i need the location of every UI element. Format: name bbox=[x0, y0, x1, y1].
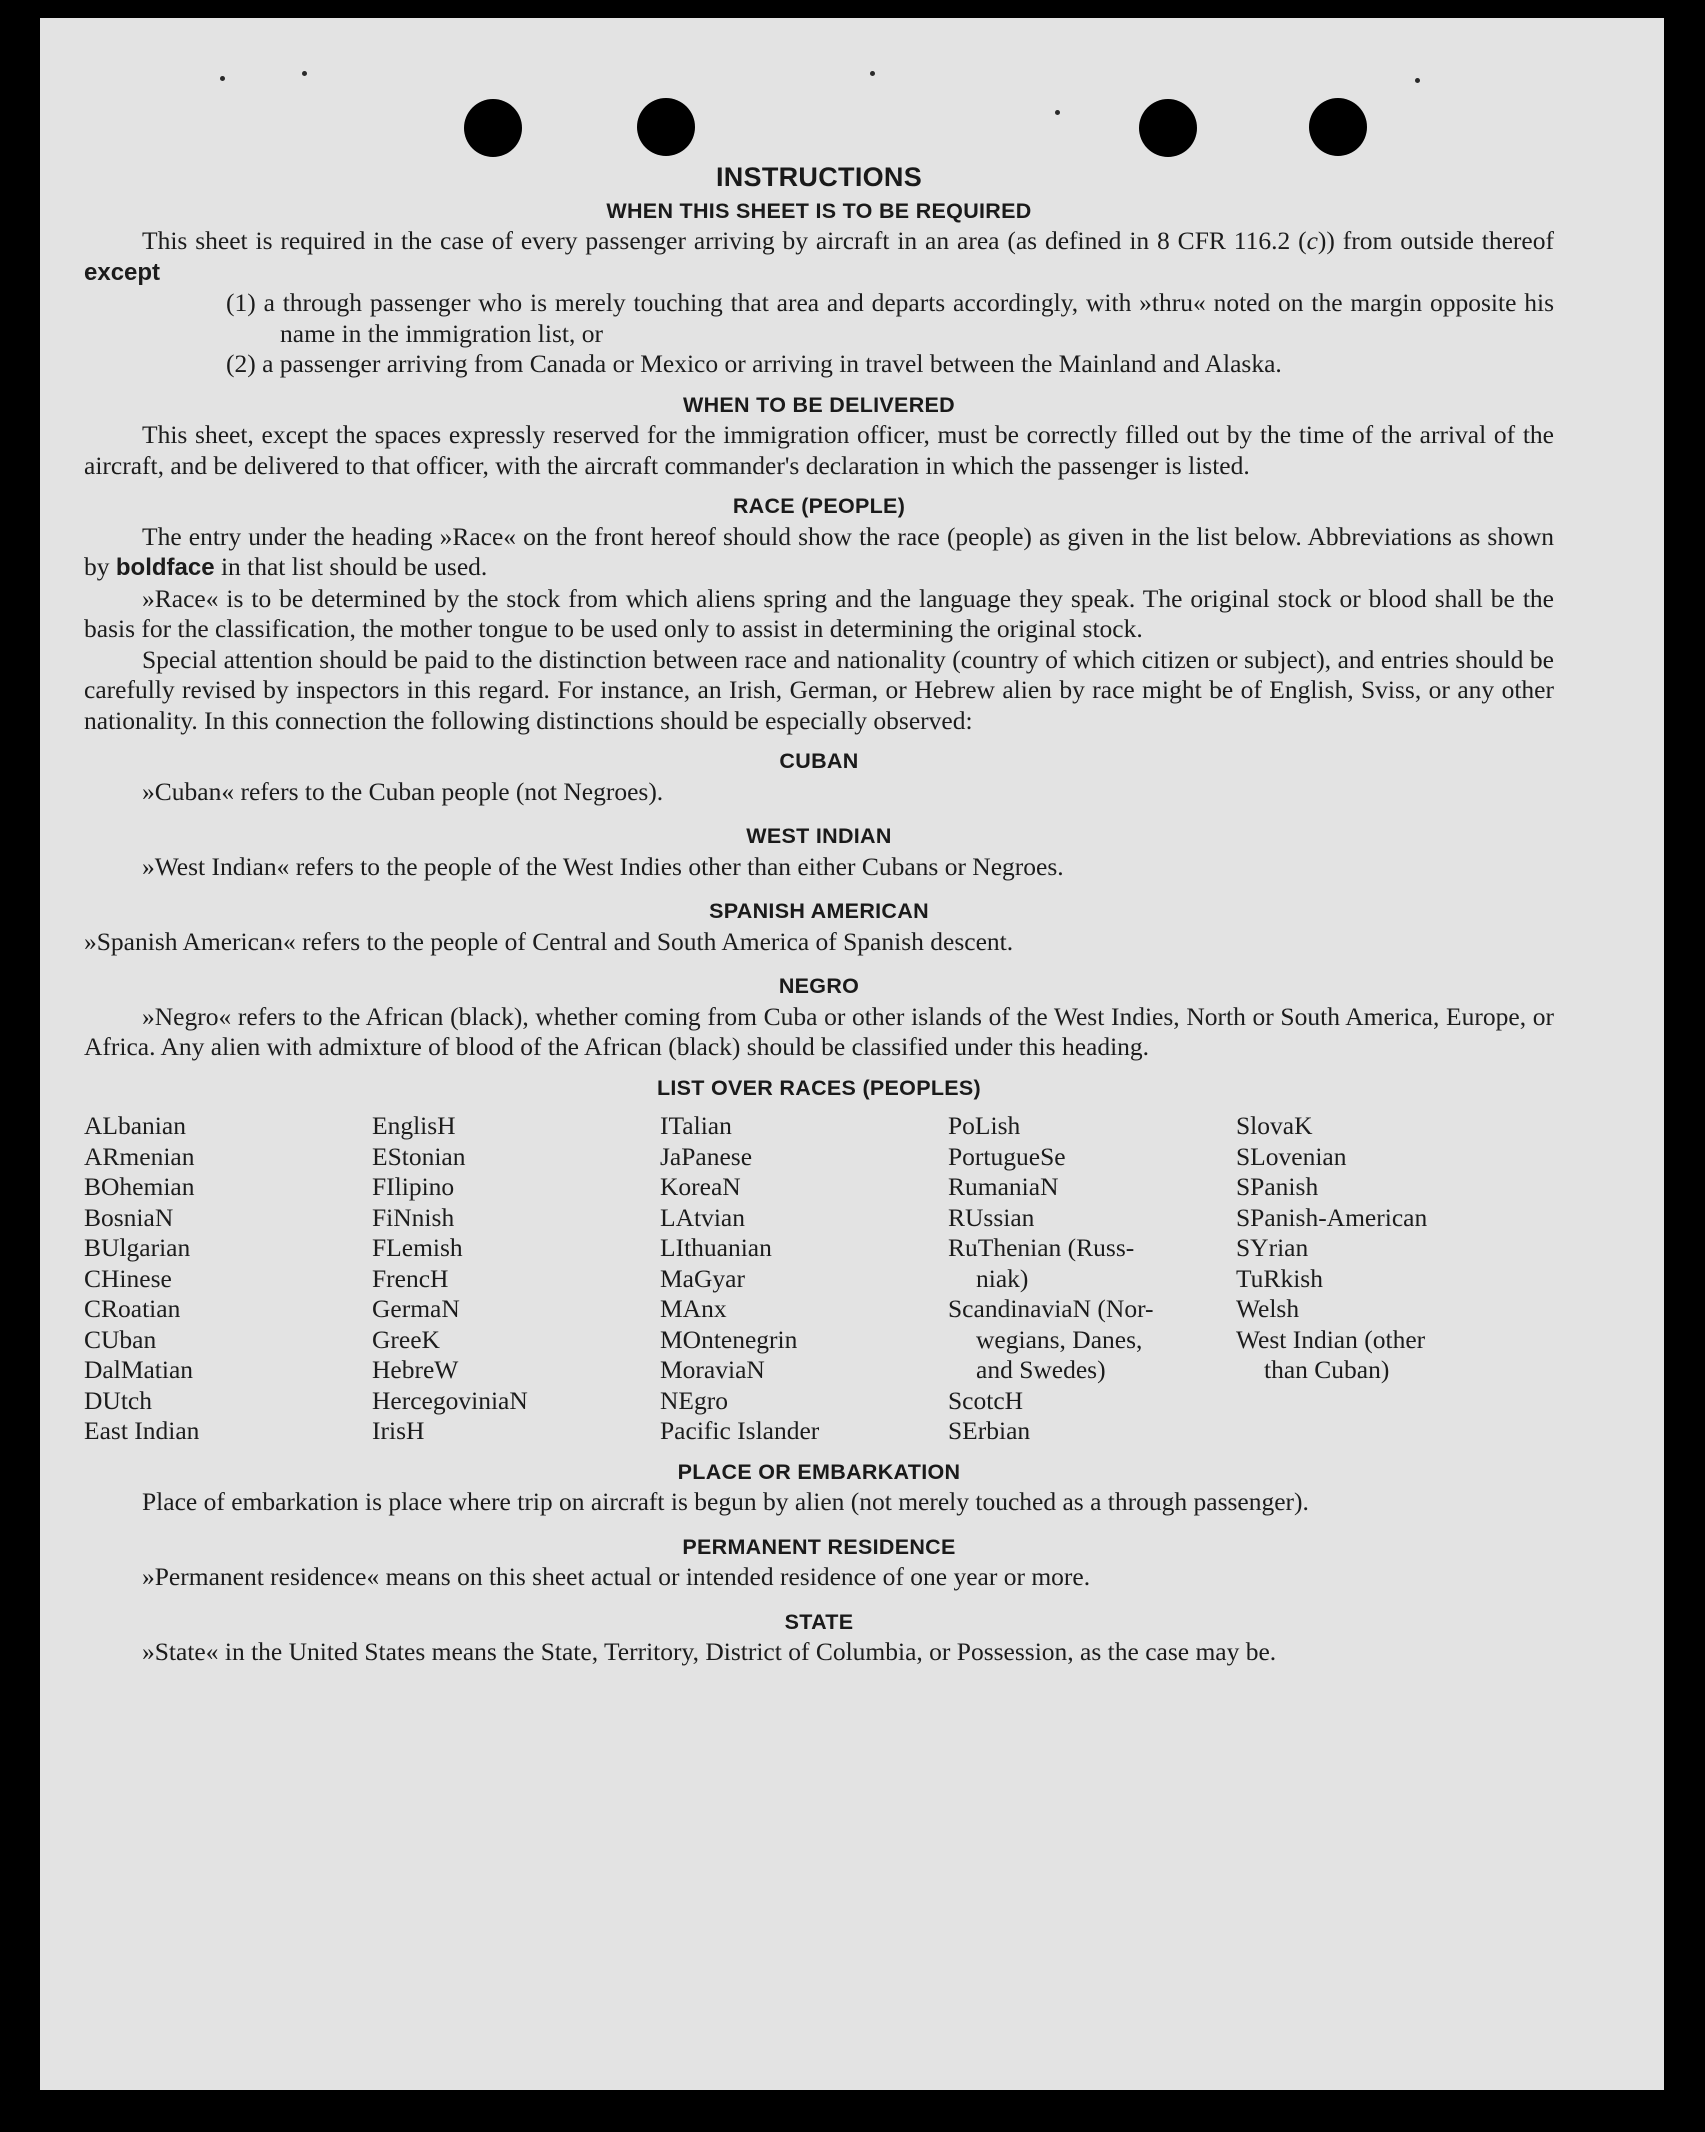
section-heading-west-indian: WEST INDIAN bbox=[746, 824, 892, 848]
race-entry: TuRkish bbox=[1236, 1263, 1323, 1293]
race-entry: niak) bbox=[976, 1263, 1029, 1293]
race-entry: IrisH bbox=[372, 1416, 425, 1445]
race-entry: FLemish bbox=[372, 1233, 463, 1262]
punch-hole bbox=[1139, 99, 1197, 157]
race-entry: SLovenian bbox=[1236, 1141, 1347, 1171]
race-entry: KoreaN bbox=[660, 1172, 741, 1201]
section-heading-state: STATE bbox=[784, 1609, 854, 1634]
race-entry: LIthuanian bbox=[660, 1233, 772, 1262]
punch-hole bbox=[464, 99, 522, 157]
race-entry: West Indian (other bbox=[1236, 1324, 1426, 1354]
race-entry: MOntenegrin bbox=[660, 1324, 798, 1354]
race-entry: Pacific Islander bbox=[660, 1416, 820, 1445]
races-column-1 bbox=[84, 1111, 372, 1447]
race-entry: FrencH bbox=[372, 1263, 449, 1293]
race-entry: ScotcH bbox=[948, 1385, 1024, 1415]
race-entry: PortugueSe bbox=[948, 1141, 1066, 1171]
required-intro: This sheet is required in the case of every passenger arriving by aircraft in an area (as defined in 8 CFR 116.2 (c)) from outside thereof except bbox=[84, 226, 1554, 286]
race-entry: FiNnish bbox=[372, 1202, 455, 1232]
race-entry: BosniaN bbox=[84, 1202, 174, 1232]
section-heading-spanish-american: SPANISH AMERICAN bbox=[709, 899, 929, 923]
document-page bbox=[40, 18, 1664, 2090]
section-heading-cuban: CUBAN bbox=[779, 749, 859, 773]
race-entry: BOhemian bbox=[84, 1172, 195, 1201]
race-entry: FIlipino bbox=[372, 1172, 455, 1201]
races-column-2 bbox=[372, 1111, 660, 1447]
race-entry: CRoatian bbox=[84, 1294, 181, 1323]
punch-hole bbox=[1309, 98, 1367, 156]
race-entry: GermaN bbox=[372, 1294, 460, 1323]
race-entry: JaPanese bbox=[660, 1141, 753, 1171]
spanish-american-text: »Spanish American« refers to the people of Central and South America of Spanish descent. bbox=[84, 926, 1014, 956]
negro-text: »Negro« refers to the African (black), whether coming from Cuba or other islands of the West Indies, North or South America, Europe, or Africa. Any alien with admixture of blood of the African (black) should be classified under this heading. bbox=[84, 1001, 1554, 1061]
race-entry: SErbian bbox=[948, 1416, 1031, 1445]
race-entry: EnglisH bbox=[372, 1111, 456, 1140]
races-column-5 bbox=[1236, 1111, 1524, 1447]
section-heading-race: RACE (PEOPLE) bbox=[732, 494, 906, 518]
punch-hole bbox=[637, 98, 695, 156]
race-entry: SYrian bbox=[1236, 1233, 1309, 1262]
race-entry: than Cuban) bbox=[1264, 1355, 1390, 1384]
section-heading-required: WHEN THIS SHEET IS TO BE REQUIRED bbox=[606, 198, 1032, 223]
race-entry: NEgro bbox=[660, 1385, 728, 1415]
speck bbox=[220, 76, 225, 81]
races-column-3 bbox=[660, 1111, 948, 1447]
race-entry: RumaniaN bbox=[948, 1172, 1059, 1201]
section-heading-embarkation: PLACE OR EMBARKATION bbox=[677, 1459, 961, 1484]
race-entry: Welsh bbox=[1236, 1294, 1300, 1323]
race-entry: MAnx bbox=[660, 1294, 727, 1323]
section-heading-negro: NEGRO bbox=[778, 974, 860, 998]
race-paragraph-1: The entry under the heading »Race« on the front hereof should show the race (people) as given in the list below. Abbreviations as shown by boldface in that list should be used. bbox=[84, 521, 1554, 581]
race-entry: RUssian bbox=[948, 1202, 1035, 1232]
race-entry: DUtch bbox=[84, 1385, 152, 1415]
section-heading-residence: PERMANENT RESIDENCE bbox=[682, 1534, 956, 1559]
delivered-text: This sheet, except the spaces expressly reserved for the immigration officer, must be correctly filled out by the time of the arrival of the aircraft, and be delivered to that officer, with the aircraft commander's declaration in which the passenger is listed. bbox=[84, 420, 1554, 480]
embarkation-text: Place of embarkation is place where trip on aircraft is begun by alien (not merely touched as a through passenger). bbox=[142, 1487, 1309, 1516]
race-entry: ARmenian bbox=[84, 1141, 195, 1171]
race-paragraph-2: »Race« is to be determined by the stock from which aliens spring and the language they speak. The original stock or blood shall be the basis for the classification, the mother tongue to be used only to assist in determining the original stock. bbox=[84, 583, 1554, 643]
race-entry: EStonian bbox=[372, 1141, 466, 1171]
cuban-text: »Cuban« refers to the Cuban people (not Negroes). bbox=[142, 776, 664, 806]
race-entry: BUlgarian bbox=[84, 1233, 191, 1262]
race-entry: RuThenian (Russ- bbox=[948, 1233, 1135, 1262]
required-item-1: (1) a through passenger who is merely touching that area and departs accordingly, with »thru« noted on the margin opposite his name in the immigration list, or bbox=[226, 288, 1554, 348]
races-column-4 bbox=[948, 1111, 1236, 1447]
race-entry: ScandinaviaN (Nor- bbox=[948, 1294, 1154, 1323]
document-title: INSTRUCTIONS bbox=[715, 162, 923, 192]
section-heading-list: LIST OVER RACES (PEOPLES) bbox=[656, 1075, 982, 1100]
race-entry: and Swedes) bbox=[976, 1355, 1106, 1384]
speck bbox=[302, 71, 307, 76]
race-entry: MoraviaN bbox=[660, 1355, 765, 1384]
speck bbox=[870, 71, 875, 76]
race-entry: GreeK bbox=[372, 1324, 440, 1354]
race-entry: LAtvian bbox=[660, 1202, 745, 1232]
race-entry: East Indian bbox=[84, 1416, 200, 1445]
race-entry: HercegoviniaN bbox=[372, 1385, 528, 1415]
race-entry: SlovaK bbox=[1236, 1111, 1313, 1140]
race-entry: CUban bbox=[84, 1324, 157, 1354]
race-entry: MaGyar bbox=[660, 1263, 745, 1293]
race-entry: HebreW bbox=[372, 1355, 459, 1384]
state-text: »State« in the United States means the State, Territory, District of Columbia, or Possession, as the case may be. bbox=[142, 1637, 1277, 1666]
section-heading-delivered: WHEN TO BE DELIVERED bbox=[683, 392, 955, 417]
race-entry: SPanish-American bbox=[1236, 1202, 1428, 1232]
race-entry: PoLish bbox=[948, 1111, 1021, 1140]
race-entry: DalMatian bbox=[84, 1355, 194, 1384]
race-entry: SPanish bbox=[1236, 1172, 1319, 1201]
speck bbox=[1415, 78, 1420, 83]
race-entry: ITalian bbox=[660, 1111, 732, 1140]
race-entry: ALbanian bbox=[84, 1111, 186, 1140]
required-item-2: (2) a passenger arriving from Canada or Mexico or arriving in travel between the Mainland and Alaska. bbox=[226, 349, 1282, 378]
races-list bbox=[84, 1111, 1554, 1447]
race-entry: wegians, Danes, bbox=[976, 1324, 1143, 1354]
speck bbox=[1055, 110, 1060, 115]
instructions-content bbox=[84, 162, 1554, 1668]
residence-text: »Permanent residence« means on this sheet actual or intended residence of one year or more. bbox=[142, 1562, 1091, 1591]
west-indian-text: »West Indian« refers to the people of the West Indies other than either Cubans or Negroes. bbox=[142, 851, 1064, 881]
race-paragraph-3: Special attention should be paid to the distinction between race and nationality (country of which citizen or subject), and entries should be carefully revised by inspectors in this regard. For instance, an Irish, German, or Hebrew alien by race might be of English, Sviss, or any other nationality. In this connection the following distinctions should be especially observed: bbox=[84, 644, 1554, 735]
race-entry: CHinese bbox=[84, 1263, 172, 1293]
